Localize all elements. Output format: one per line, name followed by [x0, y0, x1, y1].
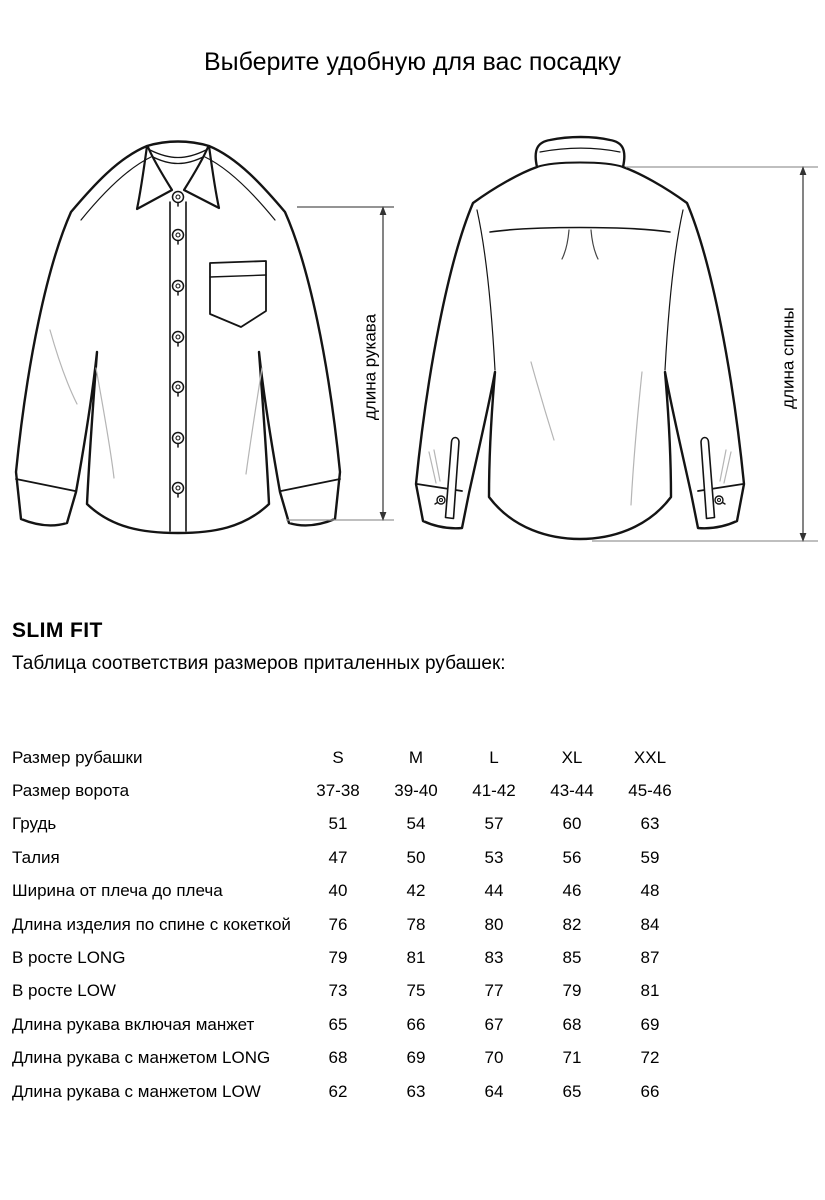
table-cell: 40 — [328, 881, 348, 901]
table-cell: 85 — [562, 948, 582, 968]
table-cell: 65 — [328, 1014, 348, 1034]
sleeve-length-label: длина рукава — [360, 313, 380, 421]
table-cell: 41-42 — [472, 781, 516, 801]
table-cell: 68 — [562, 1014, 582, 1034]
slim-fit-heading: SLIM FIT — [12, 619, 103, 642]
row-label: Грудь — [12, 814, 57, 834]
table-cell: 57 — [484, 814, 504, 834]
row-label: Размер ворота — [12, 781, 130, 801]
table-cell: 44 — [484, 881, 504, 901]
table-cell: 76 — [328, 914, 348, 934]
row-label: Талия — [12, 847, 60, 867]
row-label: Ширина от плеча до плеча — [12, 881, 223, 901]
table-cell: 53 — [484, 847, 504, 867]
table-subtitle: Таблица соответствия размеров приталенных рубашек: — [12, 653, 506, 674]
table-cell: 69 — [640, 1014, 660, 1034]
table-cell: 42 — [406, 881, 426, 901]
table-row — [12, 841, 689, 874]
table-cell: 56 — [562, 847, 582, 867]
back-length-label: длина спины — [778, 307, 798, 409]
table-cell: 60 — [562, 814, 582, 834]
chest-pocket — [210, 261, 266, 327]
front-shirt-drawing — [16, 142, 340, 534]
table-cell: 66 — [406, 1014, 426, 1034]
table-cell: 47 — [328, 847, 348, 867]
table-cell: 68 — [328, 1048, 348, 1068]
table-cell: 71 — [562, 1048, 582, 1068]
table-row — [12, 808, 689, 841]
row-label: В росте LOW — [12, 981, 116, 1001]
table-row — [12, 908, 689, 941]
row-label: Длина рукава с манжетом LONG — [12, 1048, 271, 1068]
back-shirt-drawing — [416, 137, 744, 539]
table-cell: 69 — [406, 1048, 426, 1068]
size-table — [12, 741, 689, 1108]
table-row — [12, 1075, 689, 1108]
table-cell: 70 — [484, 1048, 504, 1068]
table-cell: 43-44 — [550, 781, 594, 801]
table-row — [12, 875, 689, 908]
table-cell: 83 — [484, 948, 504, 968]
table-cell: 77 — [484, 981, 504, 1001]
table-cell: 72 — [640, 1048, 660, 1068]
table-cell: 73 — [328, 981, 348, 1001]
table-cell: 59 — [640, 847, 660, 867]
table-cell: 45-46 — [628, 781, 672, 801]
table-cell: 67 — [484, 1014, 504, 1034]
table-cell: 63 — [406, 1081, 426, 1101]
table-cell: 82 — [562, 914, 582, 934]
table-cell: 39-40 — [394, 781, 438, 801]
table-cell: 78 — [406, 914, 426, 934]
table-cell: 62 — [328, 1081, 348, 1101]
table-cell: 81 — [640, 981, 660, 1001]
table-cell: 37-38 — [316, 781, 360, 801]
table-cell: 66 — [640, 1081, 660, 1101]
table-cell: 48 — [640, 881, 660, 901]
table-cell: 46 — [562, 881, 582, 901]
row-label: Длина изделия по спине с кокеткой — [12, 914, 291, 934]
table-cell: 63 — [640, 814, 660, 834]
table-cell: 80 — [484, 914, 504, 934]
size-table-body — [12, 741, 689, 1108]
table-row — [12, 1008, 689, 1041]
table-cell: L — [489, 747, 499, 767]
table-cell: S — [332, 747, 344, 767]
table-cell: 65 — [562, 1081, 582, 1101]
back-shirt-outline — [416, 137, 744, 539]
table-cell: XXL — [633, 747, 667, 767]
table-row — [12, 774, 689, 807]
table-cell: 84 — [640, 914, 660, 934]
table-cell: 81 — [406, 948, 426, 968]
table-row — [12, 975, 689, 1008]
table-cell: 79 — [328, 948, 348, 968]
table-row — [12, 741, 689, 774]
row-label: В росте LONG — [12, 948, 126, 968]
table-row — [12, 941, 689, 974]
table-cell: 50 — [406, 847, 426, 867]
table-cell: XL — [561, 747, 583, 767]
table-cell: 79 — [562, 981, 582, 1001]
row-label: Размер рубашки — [12, 747, 143, 767]
row-label: Длина рукава с манжетом LOW — [12, 1081, 261, 1101]
table-row — [12, 1042, 689, 1075]
table-cell: 75 — [406, 981, 426, 1001]
table-cell: M — [408, 747, 424, 767]
table-cell: 87 — [640, 948, 660, 968]
row-label: Длина рукава включая манжет — [12, 1014, 255, 1034]
table-cell: 51 — [328, 814, 348, 834]
page-title: Выберите удобную для вас посадку — [203, 48, 622, 76]
table-cell: 64 — [484, 1081, 504, 1101]
table-cell: 54 — [406, 814, 426, 834]
